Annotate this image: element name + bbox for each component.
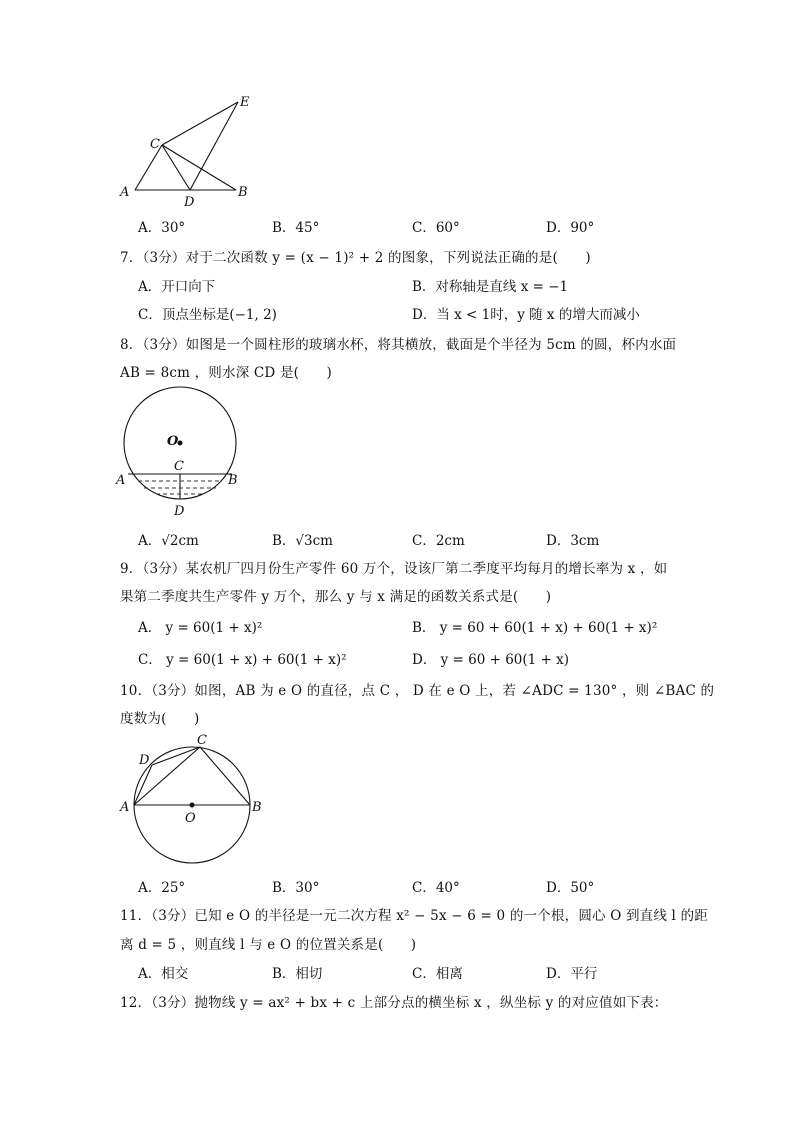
q12-stem: 12．（3分）抛物线 y = ax² + bx + c 上部分点的横坐标 x ，纵坐标 y 的对应值如下表： xyxy=(120,995,668,1011)
triangle-diagram xyxy=(110,90,270,210)
q7-option-b: B．对称轴是直线 x = −1 xyxy=(412,279,569,295)
q11-option-a: A．相交 xyxy=(138,966,189,982)
figure-q10 xyxy=(112,730,272,870)
q11-stem-line1: 11．（3分）已知 e O 的半径是一元二次方程 x² − 5x − 6 = 0 的一个根，圆心 O 到直线 l 的距 xyxy=(120,908,708,924)
q8-option-a: A．√2cm xyxy=(138,533,199,549)
q11-option-b: B．相切 xyxy=(272,966,323,982)
circle-diameter-diagram xyxy=(112,730,272,870)
q9-option-b: B． y = 60 + 60(1 + x) + 60(1 + x)² xyxy=(412,620,658,636)
q10-option-d: D．50° xyxy=(546,880,595,896)
q9-stem-line1: 9．（3分）某农机厂四月份生产零件 60 万个，设该厂第二季度平均每月的增长率为 x ，如 xyxy=(120,561,668,577)
q7-option-d: D．当 x < 1时，y 随 x 的增大而减小 xyxy=(412,307,640,323)
label-d: D xyxy=(174,504,185,519)
q7-option-c: C．顶点坐标是(−1, 2) xyxy=(138,307,277,323)
cup-cross-section-diagram xyxy=(112,382,252,522)
q11-stem-line2: 离 d = 5 ，则直线 l 与 e O 的位置关系是( ) xyxy=(120,937,417,953)
q6-option-c: C．60° xyxy=(412,220,460,236)
label-c: C xyxy=(197,733,207,748)
label-o: O xyxy=(167,434,179,449)
q9-option-c: C． y = 60(1 + x) + 60(1 + x)² xyxy=(138,652,347,668)
q8-option-b: B．√3cm xyxy=(272,533,333,549)
q11-option-d: D．平行 xyxy=(546,966,598,982)
q9-option-d: D． y = 60 + 60(1 + x) xyxy=(412,652,570,668)
label-a: A xyxy=(116,473,126,488)
q6-option-b: B．45° xyxy=(272,220,320,236)
q9-option-a: A． y = 60(1 + x)² xyxy=(138,620,263,636)
label-a: A xyxy=(120,800,130,815)
figure-q6 xyxy=(110,90,270,210)
label-d: D xyxy=(139,753,150,768)
q6-option-d: D．90° xyxy=(546,220,595,236)
q10-stem-line2: 度数为( ) xyxy=(120,711,200,727)
q8-stem-line1: 8．（3分）如图是一个圆柱形的玻璃水杯，将其横放，截面是个半径为 5cm 的圆，杯内水面 xyxy=(120,337,677,353)
label-e: E xyxy=(240,95,250,110)
label-c: C xyxy=(150,137,160,152)
q10-option-a: A．25° xyxy=(138,880,186,896)
q7-stem: 7．（3分）对于二次函数 y = (x − 1)² + 2 的图象，下列说法正确的是( ) xyxy=(120,250,591,266)
q10-stem-line1: 10．（3分）如图，AB 为 e O 的直径，点 C ， D 在 e O 上，若 ∠ADC = 130° ，则 ∠BAC 的 xyxy=(120,683,715,699)
label-b: B xyxy=(238,185,248,200)
q10-option-b: B．30° xyxy=(272,880,320,896)
label-b: B xyxy=(228,473,238,488)
q6-option-a: A．30° xyxy=(138,220,186,236)
q9-stem-line2: 果第二季度共生产零件 y 万个，那么 y 与 x 满足的函数关系式是( ) xyxy=(120,589,552,605)
label-c: C xyxy=(174,459,184,474)
q8-option-d: D．3cm xyxy=(546,533,600,549)
q10-option-c: C．40° xyxy=(412,880,460,896)
q11-option-c: C．相离 xyxy=(412,966,463,982)
q7-option-a: A．开口向下 xyxy=(138,279,216,295)
label-a: A xyxy=(120,185,130,200)
label-d: D xyxy=(184,195,195,210)
figure-q8 xyxy=(112,382,252,522)
q8-stem-line2: AB = 8cm ，则水深 CD 是( ) xyxy=(120,365,332,381)
label-o: O xyxy=(185,811,196,826)
q8-option-c: C．2cm xyxy=(412,533,465,549)
label-b: B xyxy=(252,800,262,815)
